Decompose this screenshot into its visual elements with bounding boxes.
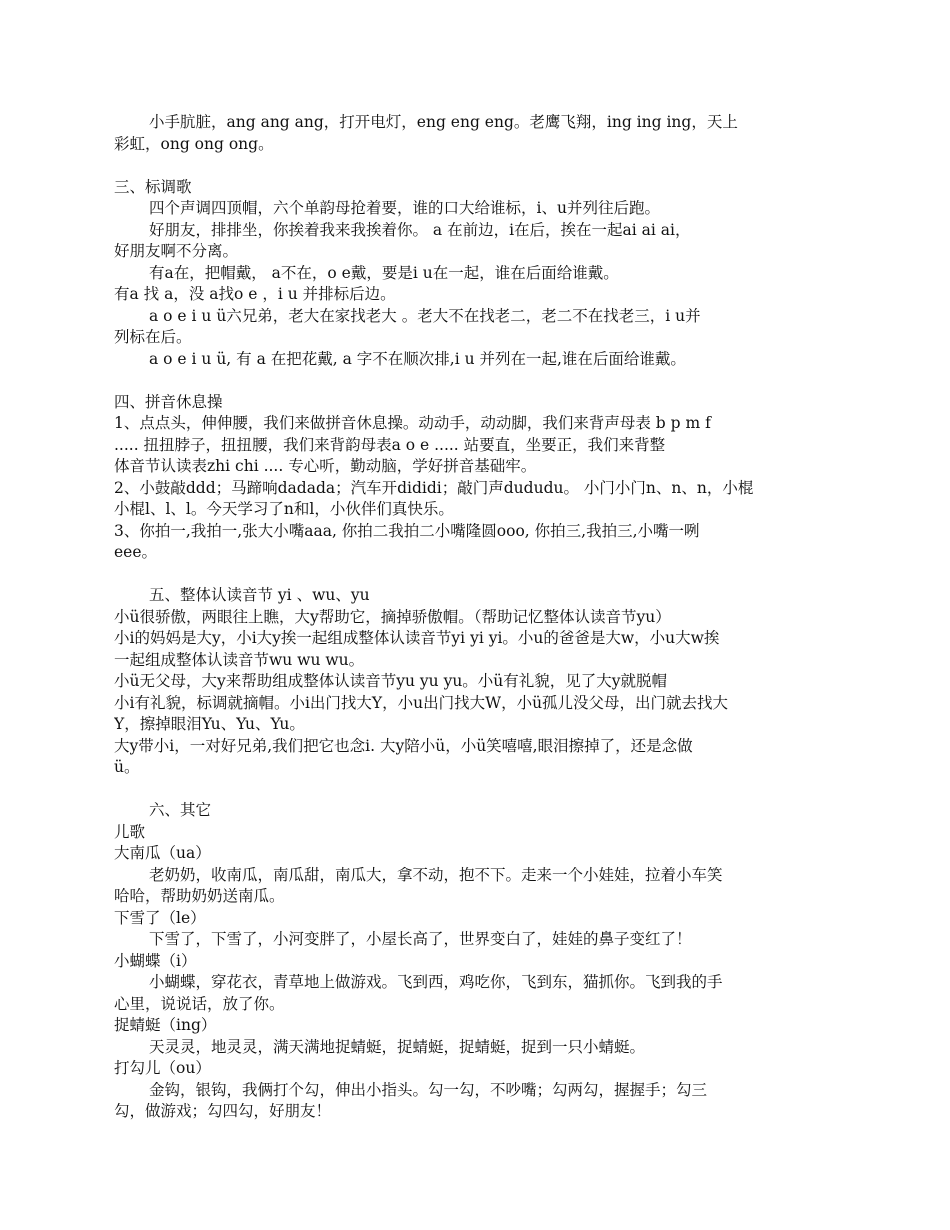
blank-line [114,779,834,801]
text-line: a o e i u ü, 有 a 在把花戴, a 字不在顺次排,i u 并列在一起,谁在后面给谁戴。 [149,349,686,368]
text-line: 四、拼音休息操 [114,392,223,411]
text-line: 大南瓜（ua） [114,844,211,862]
text-line: 下雪了（le） [114,908,206,927]
text-line: 哈哈，帮助奶奶送南瓜。 [114,887,285,905]
text-line: 小棍l、l、l。今天学习了n和l，小伙伴们真快乐。 [114,500,454,518]
text-line: 五、整体认读音节 yi 、wu、yu [149,586,370,604]
text-line: 有a在，把帽戴， a不在，o e戴，要是i u在一起，谁在后面给谁戴。 [149,263,619,282]
text-line: 小蝴蝶，穿花衣，青草地上做游戏。飞到西，鸡吃你，飞到东，猫抓你。飞到我的手 [149,973,723,991]
text-line: 大y带小i，一对好兄弟,我们把它也念i. 大y陪小ü，小ü笑嘻嘻,眼泪擦掉了，还是念做 [114,736,693,755]
text-line: 小i有礼貌，标调就摘帽。小i出门找大Y，小u出门找大W，小ü孤儿没父母，出门就去找大 [114,693,729,712]
text-line: 彩虹，ong ong ong。 [114,134,274,153]
text-line: 儿歌 [114,822,146,841]
text-line: 3、你拍一,我拍一,张大小嘴aaa, 你拍二我拍二小嘴隆圆ooo, 你拍三,我拍三,小嘴一咧 [114,521,700,540]
text-line: 小i的妈妈是大y，小i大y挨一起组成整体认读音节yi yi yi。小u的爸爸是大w，小u大w挨 [114,629,720,647]
text-line: 小手肮脏，ang ang ang，打开电灯，eng eng eng。老鹰飞翔，ing ing ing，天上 [149,113,738,131]
text-line: a o e i u ü六兄弟，老大在家找老大 。老大不在找老二，老二不在找老三，i u并 [149,306,701,325]
text-line: 有a 找 a，没 a找o e ，i u 并排标后边。 [114,285,396,303]
document-page [114,112,834,1123]
text-line: 金钩，银钩，我俩打个勾，伸出小指头。勾一勾，不吵嘴；勾两勾，握握手；勾三 [149,1080,708,1099]
text-line: ..... 扭扭脖子，扭扭腰，我们来背韵母表a o e ..... 站要直，坐要正，我们来背整 [114,435,666,454]
text-line: eee。 [114,543,158,561]
text-line: 一起组成整体认读音节wu wu wu。 [114,650,365,669]
text-line: 小ü无父母，大y来帮助组成整体认读音节yu yu yu。小ü有礼貌，见了大y就脱帽 [114,672,668,690]
text-line: 小蝴蝶（i） [114,951,197,970]
text-line: 心里，说说话，放了你。 [114,994,285,1013]
text-line: 打勾儿（ou） [114,1059,211,1077]
text-line: 老奶奶，收南瓜，南瓜甜，南瓜大，拿不动，抱不下。走来一个小娃娃，拉着小车笑 [149,865,723,884]
blank-line [114,370,834,392]
text-line: 2、小鼓敲ddd；马蹄响dadada；汽车开dididi；敲门声dududu。 小门小门n、n、n，小棍 [114,478,754,497]
text-line: 列标在后。 [114,328,192,346]
text-line: 天灵灵，地灵灵，满天满地捉蜻蜓，捉蜻蜓，捉蜻蜓，捉到一只小蜻蜓。 [149,1037,646,1056]
text-line: Y，擦掉眼泪Yu、Yu、Yu。 [114,715,305,733]
text-line: 捉蜻蜓（ing） [114,1016,217,1034]
text-line: 1、点点头，伸伸腰，我们来做拼音休息操。动动手，动动脚，我们来背声母表 b p m f [114,414,711,432]
text-line: 好朋友，排排坐，你挨着我来我挨着你。 a 在前边，i在后，挨在一起ai ai ai， [149,220,691,239]
text-line: ü。 [114,758,140,776]
text-line: 勾，做游戏；勾四勾，好朋友！ [114,1102,332,1120]
text-line: 六、其它 [149,801,212,819]
text-line: 好朋友啊不分离。 [114,242,239,260]
text-line: 三、标调歌 [114,177,192,196]
text-line: 下雪了，下雪了，小河变胖了，小屋长高了，世界变白了，娃娃的鼻子变红了！ [149,930,692,948]
text-line: 四个声调四顶帽，六个单韵母抢着要，谁的口大给谁标，i、u并列往后跑。 [149,199,660,217]
blank-line [114,564,834,586]
text-line: 体音节认读表zhi chi .... 专心听，勤动脑，学好拼音基础牢。 [114,457,537,475]
text-line: 小ü很骄傲，两眼往上瞧，大y帮助它，摘掉骄傲帽。（帮助记忆整体认读音节yu） [114,607,671,626]
blank-line [114,155,834,177]
